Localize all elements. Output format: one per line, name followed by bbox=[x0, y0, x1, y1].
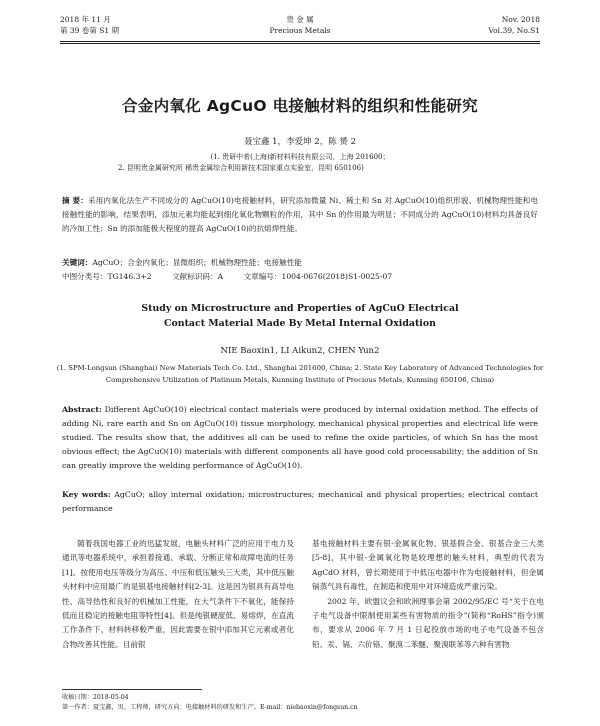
clc-number: 中图分类号：TG146.3+2 bbox=[62, 272, 152, 281]
title-chinese: 合金内氧化 AgCuO 电接触材料的组织和性能研究 bbox=[122, 97, 478, 115]
title-en-line-2: Contact Material Made By Metal Internal Oxidation bbox=[164, 318, 436, 329]
keywords-zh-label: 关键词： bbox=[62, 258, 93, 267]
affiliation-zh-1: (1. 贵研中希(上海)新材料科技有限公司，上海 201600； bbox=[210, 153, 390, 161]
document-code: 文献标识码：A bbox=[172, 272, 224, 281]
header-rule-thin bbox=[60, 43, 540, 44]
article-number: 文章编号：1004-0676(2018)S1-0025-07 bbox=[243, 272, 393, 281]
affiliations-chinese bbox=[60, 152, 540, 174]
abstract-zh-text: 采用内氧化法生产不同成分的 AgCuO(10)电接触材料，研究添加微量 Ni、稀土和 Sn 对 AgCuO(10)组织形貌、机械物理性能和电接触性能的影响，结果表明，添加元素均能起到细化氧化物颗粒的作用，其中 Sn 的作用最为明显；不同成分的 AgCuO(10)材料均具备良好的冷加工性；Sn 的添加能极大程度的提高 AgCuO(10)的抗熔焊性能。 bbox=[62, 196, 538, 233]
abstract-zh-label: 摘 要： bbox=[62, 196, 88, 205]
body-paragraph-2: 基电接触材料主要有银-金属氧化物、银基假合金、银基合金三大类[5-8]，其中银-金属氧化物是较理想的触头材料，典型的代表为 AgCdO 材料，曾长期使用于中低压电器中作为电接触材料，但金属镉蒸气具有毒性，在制造和使用中对环境造成严重污染。 bbox=[312, 539, 544, 592]
header-volume-zh: 第 39 卷第 S1 期 bbox=[60, 26, 119, 35]
abstract-english bbox=[62, 403, 538, 473]
keywords-en-text: AgCuO; alloy internal oxidation; microstructures; mechanical and physical properties; electrical contact performance bbox=[62, 490, 538, 513]
header-volume-en: Vol.39, No.S1 bbox=[488, 26, 540, 35]
footnote-rule bbox=[62, 689, 202, 690]
keywords-zh-text: AgCuO；合金内氧化；显微组织；机械物理性能；电接触性能 bbox=[92, 258, 302, 267]
affiliations-english: (1. SPM-Longsun (Shanghai) New Materials Tech Co. Ltd., Shanghai 201600, China; 2. State Key Laboratory of Advanced Technologies for Comprehensive Utilization of Platinum Metals, Kunming Institute of Precious Metals, Kunming 650106, China) bbox=[56, 364, 544, 384]
journal-name-en: Precious Metals bbox=[269, 26, 331, 35]
footnote-received: 收稿日期：2018-05-04 bbox=[62, 694, 129, 701]
footnote bbox=[62, 693, 538, 712]
header-rule bbox=[60, 41, 540, 42]
body-paragraph-3: 2002 年，欧盟议会和欧洲理事会第 2002/95/EC 号“关于在电子电气设备中限制使用某些有害物质的指令”(简称“RoHS”指令)颁布，要求从 2006 年 7 月 1 日起投放市场的电子电气设备不包含铅、汞、镉、六价铬、聚溴二苯醚、聚溴联苯等六种有害物 bbox=[312, 596, 544, 649]
abstract-en-label: Abstract: bbox=[62, 405, 102, 414]
title-en-line-1: Study on Microstructure and Properties of AgCuO Electrical bbox=[141, 303, 459, 314]
body-column-left bbox=[62, 537, 294, 652]
authors-chinese: 聂宝鑫 1，李爱坤 2，陈 赟 2 bbox=[243, 137, 357, 147]
body-paragraph-1: 随着我国电器工业的迅猛发展，电触头材料广泛的应用于电力及通讯等电器系统中，承担着接通、承载、分断正常和故障电流的任务[1]。按使用电压等级分为高压、中压和低压触头三大类，其中低压触头材料中应用最广的是银基电接触材料[2-3]。这是因为银具有高导电性、高导热性和良好的机械加工性能，在大气条件下不氧化，能保持低而且稳定的接触电阻等特性[4]。但是纯银硬度低、易熔焊，在直流工作条件下，材料转移較严重，因此需要在银中添加其它元素或者化合物改善其性能。目前银 bbox=[62, 539, 294, 649]
classification-line bbox=[62, 270, 538, 284]
header-date-en: Nov. 2018 bbox=[501, 15, 540, 24]
keywords-english bbox=[62, 488, 538, 516]
body-column-right bbox=[312, 537, 544, 652]
header-right bbox=[488, 14, 540, 36]
header-center bbox=[60, 14, 540, 36]
journal-name-zh: 贵 金 属 bbox=[286, 15, 314, 24]
keywords-en-label: Key words: bbox=[62, 490, 111, 499]
authors-english: NIE Baoxin1, LI Aikun2, CHEN Yun2 bbox=[220, 346, 380, 356]
abstract-en-text: Different AgCuO(10) electrical contact materials were produced by internal oxidation method. The effects of adding Ni, rare earth and Sn on AgCuO(10) tissue morphology, mechanical physical properties and electrical life were studied. The results show that, the additives all can be used to refine the oxide particles, of which Sn has the most obvious effect; the AgCuO(10) materials with different components all have good cold processability; the addition of Sn can greatly improve the welding performance of AgCuO(10). bbox=[62, 405, 539, 470]
affiliation-zh-2: 2. 昆明贵金属研究所 稀贵金属综合利用新技术国家重点实验室，昆明 650106) bbox=[118, 164, 364, 172]
header-date-zh: 2018 年 11 月 bbox=[60, 15, 111, 24]
keywords-chinese bbox=[62, 256, 538, 270]
title-english bbox=[60, 301, 540, 331]
footnote-author: 第一作者：聂宝鑫，男，工程师，研究方向：电接触材料的研发和生产。E-mail：niebaoxin@fongsun.cn bbox=[62, 703, 358, 711]
abstract-chinese bbox=[62, 194, 538, 236]
